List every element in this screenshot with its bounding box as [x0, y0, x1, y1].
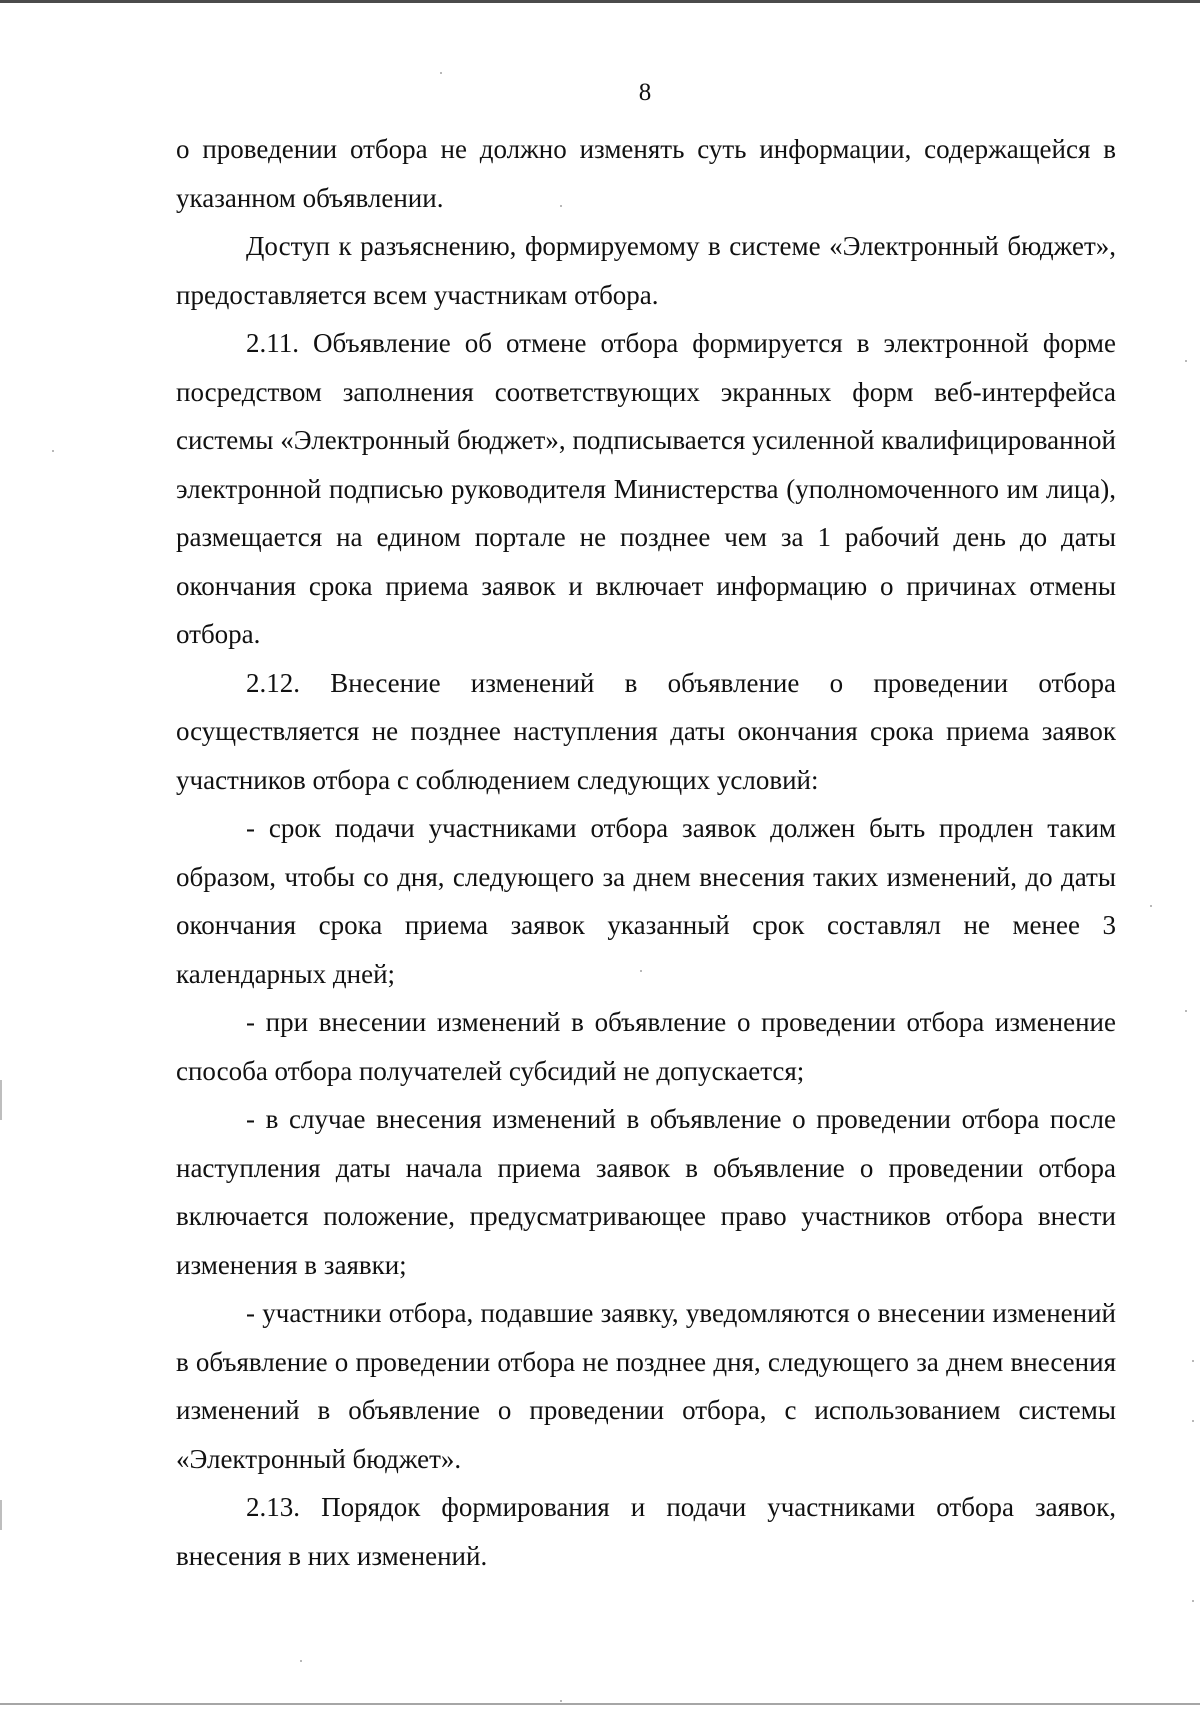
list-item-deadline-extension: - срок подачи участниками отбора заявок должен быть продлен таким образом, чтобы со дня, следующего за днем внесения таких изменений, до даты окончания срока приема заявок указанный срок составлял не менее 3 календарных дней; [176, 813, 1116, 989]
scan-speck [1192, 1600, 1194, 1602]
paragraph-clarification-access: Доступ к разъяснению, формируемому в системе «Электронный бюджет», предоставляется всем участникам отбора. [176, 231, 1116, 310]
scan-speck [1185, 1010, 1187, 1012]
scan-speck [1185, 360, 1187, 362]
scan-speck [560, 205, 562, 207]
paragraph-2-12: 2.12. Внесение изменений в объявление о проведении отбора осуществляется не позднее наступления даты окончания срока приема заявок участников отбора с соблюдением следующих условий: [176, 667, 1116, 795]
list-item-right-to-amend: - в случае внесения изменений в объявление о проведении отбора после наступления даты начала приема заявок в объявление о проведении отбора включается положение, предусматривающее право участников отбора внести изменения в заявки; [176, 1104, 1116, 1280]
body-text [176, 125, 1116, 1580]
scan-speck [52, 450, 54, 452]
scan-bottom-border [0, 1703, 1200, 1705]
list-item-participant-notification: - участники отбора, подавшие заявку, уведомляются о внесении изменений в объявление о проведении отбора не позднее дня, следующего за днем внесения изменений в объявление о проведении отбора, с использованием системы «Электронный бюджет». [176, 1298, 1116, 1474]
scan-speck [300, 1660, 302, 1662]
scan-left-edge-mark [0, 1080, 2, 1120]
scan-left-edge-mark [0, 1500, 2, 1530]
scan-speck [1192, 1420, 1194, 1422]
scan-speck [640, 970, 642, 972]
scan-speck [560, 1700, 562, 1702]
scan-speck [1150, 905, 1152, 907]
list-item-method-unchanged: - при внесении изменений в объявление о проведении отбора изменение способа отбора получателей субсидий не допускается; [176, 1007, 1116, 1086]
scan-speck [440, 72, 442, 74]
paragraph-continuation: о проведении отбора не должно изменять суть информации, содержащейся в указанном объявлении. [176, 134, 1116, 213]
scan-top-border [0, 0, 1200, 3]
paragraph-2-13: 2.13. Порядок формирования и подачи участниками отбора заявок, внесения в них изменений. [176, 1492, 1116, 1571]
scan-speck [1192, 1360, 1194, 1362]
paragraph-2-11: 2.11. Объявление об отмене отбора формируется в электронной форме посредством заполнения соответствующих экранных форм веб-интерфейса системы «Электронный бюджет», подписывается усиленной квалифицированной электронной подписью руководителя Министерства (уполномоченного им лица), размещается на едином портале не позднее чем за 1 рабочий день до даты окончания срока приема заявок и включает информацию о причинах отмены отбора. [176, 328, 1116, 649]
page-number: 8 [638, 79, 652, 106]
